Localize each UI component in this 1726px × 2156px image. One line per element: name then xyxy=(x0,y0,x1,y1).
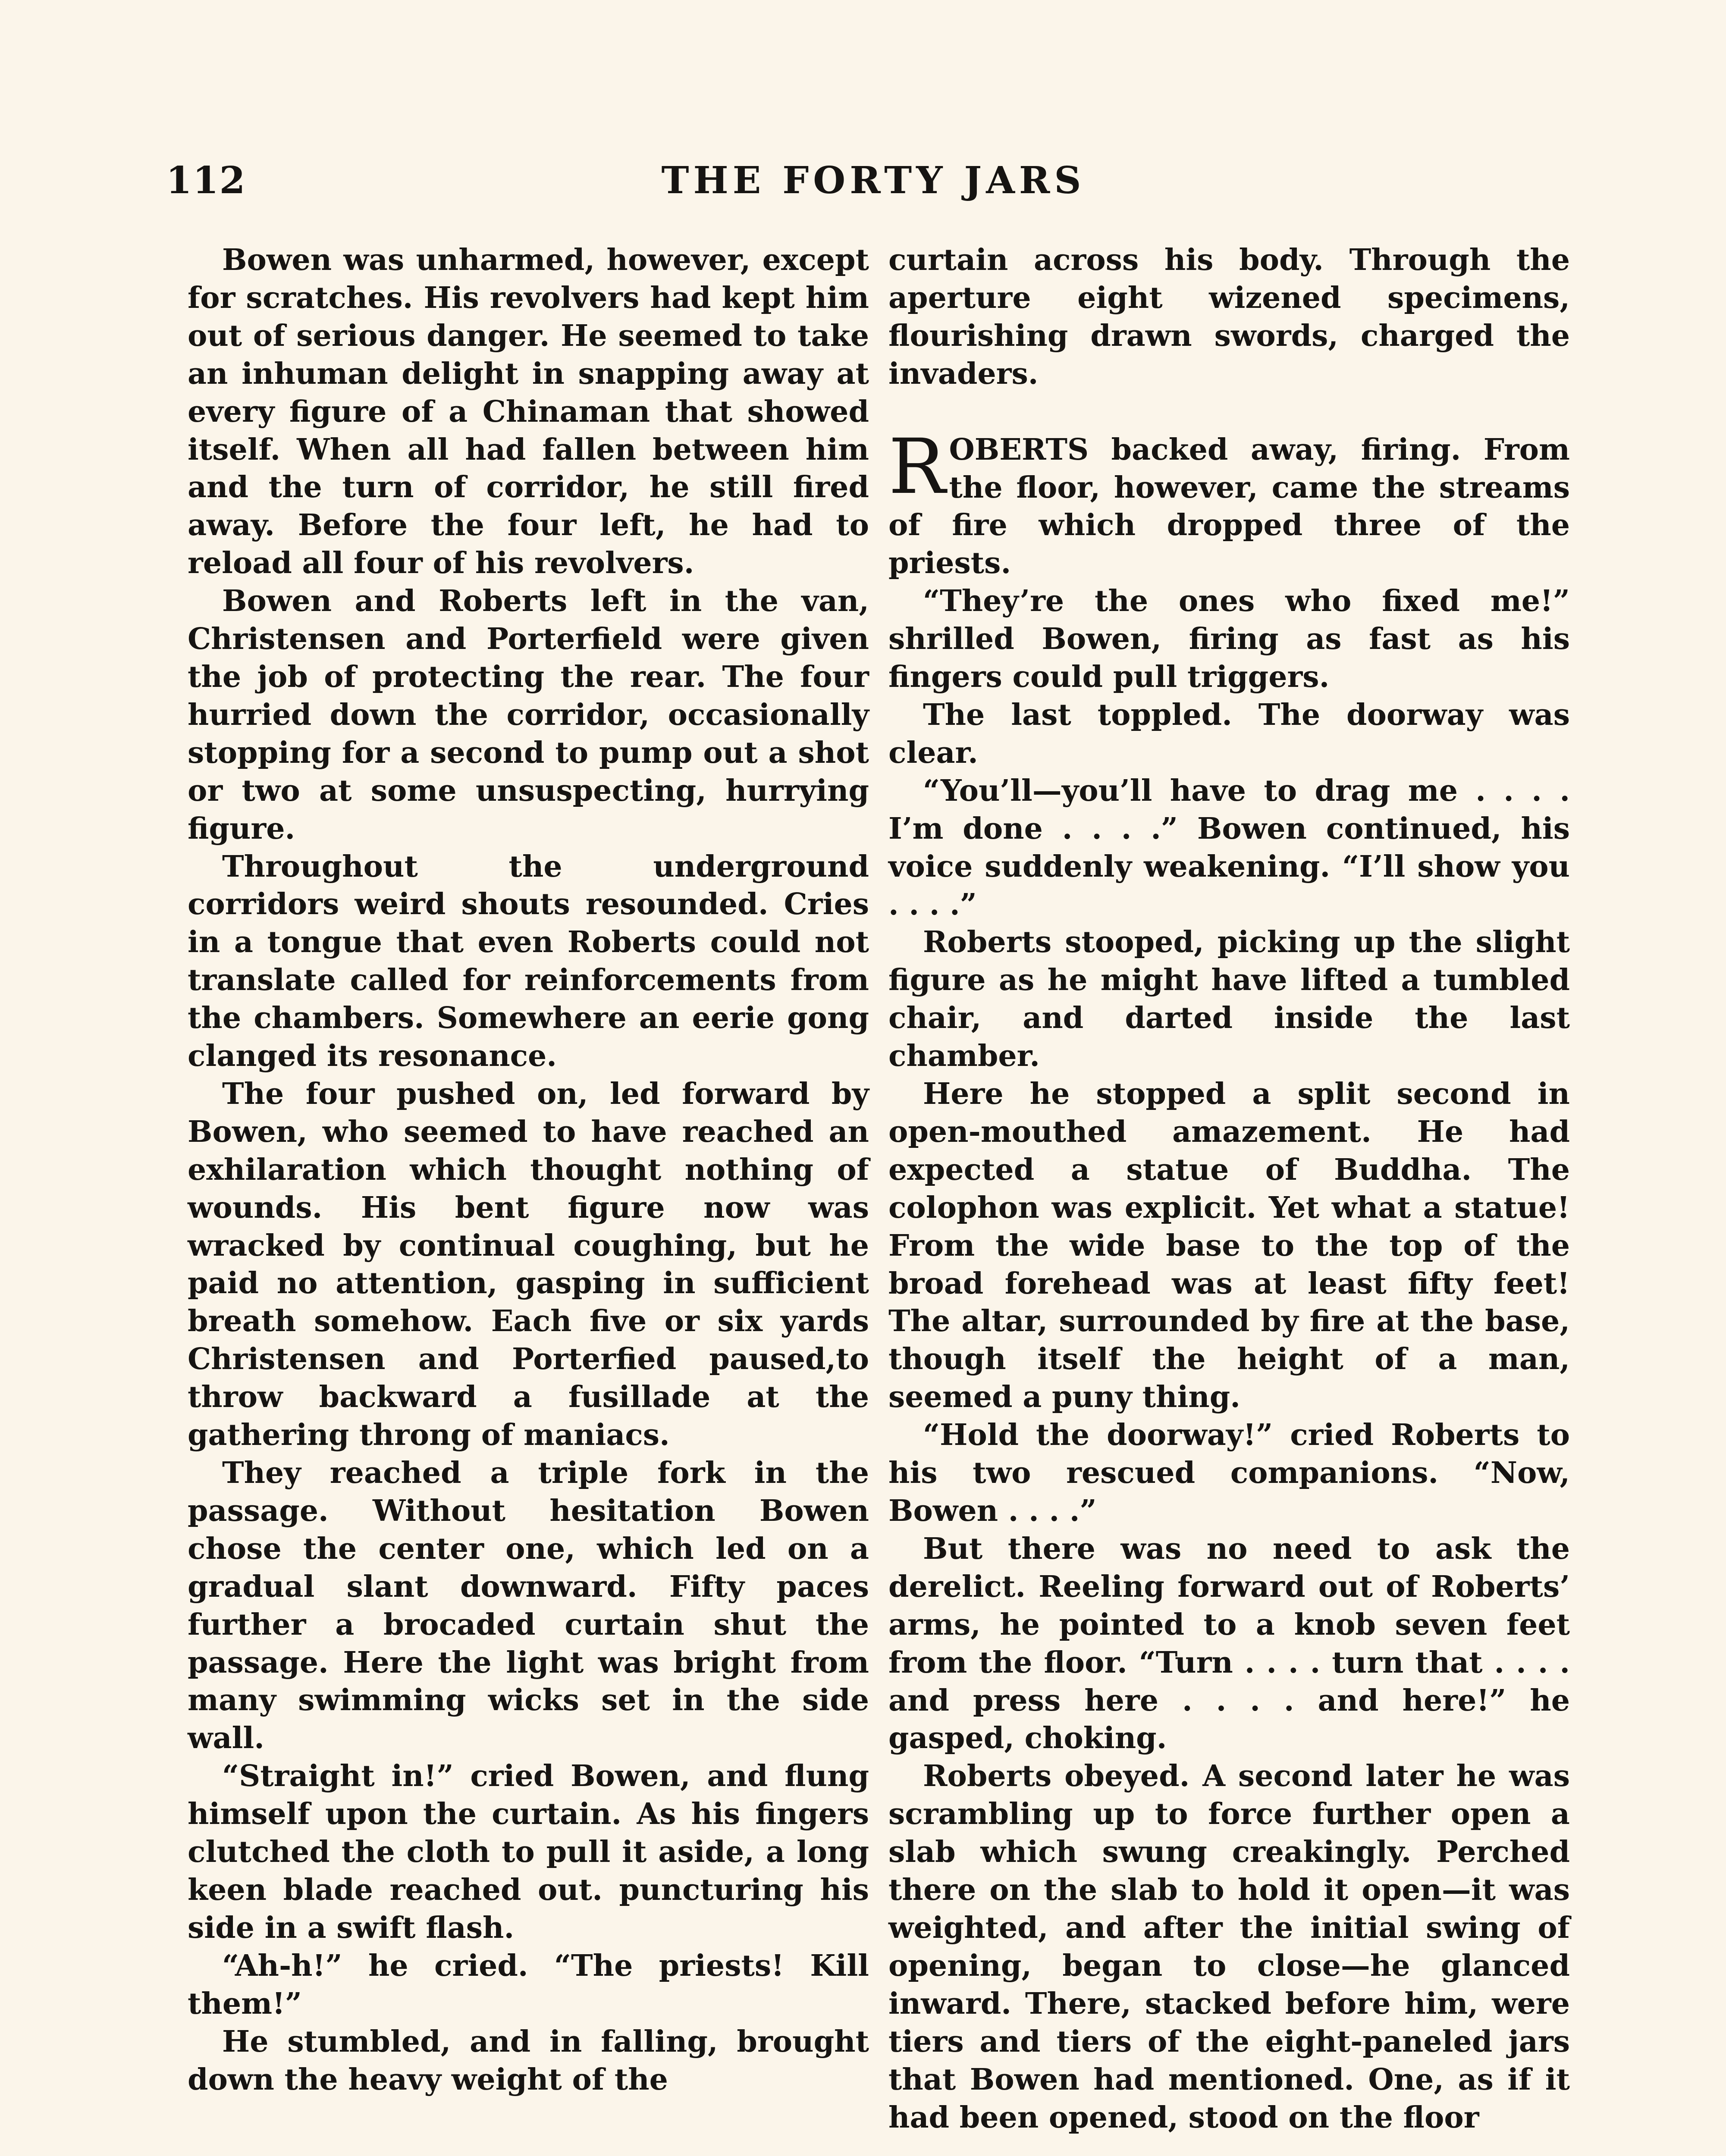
paragraph: Throughout the underground corridors weird shouts resounded. Cries in a tongue that even Roberts could not translate called for reinforcements from the chambers. Somewhere an eerie gong clanged its resonance. xyxy=(188,849,869,1074)
section-opening-paragraph xyxy=(888,422,1570,583)
paragraph: “Hold the doorway!” cried Roberts to his two rescued companions. “Now, Bowen . . . .” xyxy=(888,1418,1570,1528)
paragraph: curtain across his body. Through the aperture eight wizened specimens, flourishing drawn swords, charged the invaders. xyxy=(888,243,1570,391)
page-number: 112 xyxy=(166,159,246,202)
paragraph: “Straight in!” cried Bowen, and flung himself upon the curtain. As his fingers clutched the cloth to pull it aside, a long keen blade reached out. puncturing his side in a swift flash. xyxy=(188,1759,869,1945)
paragraph: But there was no need to ask the derelict. Reeling forward out of Roberts’ arms, he pointed to a knob seven feet from the floor. “Turn . . . . turn that . . . . and press here . . . . and here!” he gasped, choking. xyxy=(888,1531,1570,1756)
paragraph: Here he stopped a split second in open-mouthed amazement. He had expected a statue of Buddha. The colophon was explicit. Yet what a statue! From the wide base to the top of the broad forehead was at least fifty feet! The altar, surrounded by fire at the base, though itself the height of a man, seemed a puny thing. xyxy=(888,1077,1570,1415)
section-opening-text: OBERTS backed away, firing. From the floor, however, came the streams of fire which dropped three of the priests. xyxy=(888,432,1570,581)
paragraph: “They’re the ones who fixed me!” shrilled Bowen, firing as fast as his fingers could pull triggers. xyxy=(888,584,1570,695)
running-title: THE FORTY JARS xyxy=(661,159,1086,202)
paragraph: Roberts obeyed. A second later he was scrambling up to force further open a slab which swung creakingly. Perched there on the slab to hold it open—it was weighted, and after the initial swing of opening, began to close—he glanced inward. There, stacked before him, were tiers and tiers of the eight-paneled jars that Bowen had mentioned. One, as if it had been opened, stood on the floor xyxy=(888,1759,1570,2135)
right-column xyxy=(888,241,1570,2137)
paragraph: Bowen was unharmed, however, except for scratches. His revolvers had kept him out of serious danger. He seemed to take an inhuman delight in snapping away at every figure of a Chinaman that showed itself. When all had fallen between him and the turn of corridor, he still fired away. Before the four left, he had to reload all four of his revolvers. xyxy=(188,243,869,581)
page-header xyxy=(166,159,1581,210)
paragraph: They reached a triple fork in the passage. Without hesitation Bowen chose the center one, which led on a gradual slant downward. Fifty paces further a brocaded curtain shut the passage. Here the light was bright from many swimming wicks set in the side wall. xyxy=(188,1456,869,1756)
paragraph: “Ah-h!” he cried. “The priests! Kill them!” xyxy=(188,1948,869,2021)
paragraph: The four pushed on, led forward by Bowen, who seemed to have reached an exhilaration which thought nothing of wounds. His bent figure now was wracked by continual coughing, but he paid no attention, gasping in sufficient breath somehow. Each five or six yards Christensen and Porterfied paused,to throw backward a fusillade at the gathering throng of maniacs. xyxy=(188,1076,869,1453)
left-column xyxy=(188,241,869,2099)
paragraph: He stumbled, and in falling, brought down the heavy weight of the xyxy=(188,2024,869,2097)
paragraph: Roberts stooped, picking up the slight figure as he might have lifted a tumbled chair, and darted inside the last chamber. xyxy=(888,925,1570,1074)
paragraph: The last toppled. The doorway was clear. xyxy=(888,697,1570,770)
drop-cap: R xyxy=(888,422,946,511)
paragraph: Bowen and Roberts left in the van, Christensen and Porterfield were given the job of protecting the rear. The four hurried down the corridor, occasionally stopping for a second to pump out a shot or two at some unsuspecting, hurrying figure. xyxy=(188,584,869,846)
paragraph: “You’ll—you’ll have to drag me . . . . I’m done . . . .” Bowen continued, his voice suddenly weakening. “I’ll show you . . . .” xyxy=(888,773,1570,922)
